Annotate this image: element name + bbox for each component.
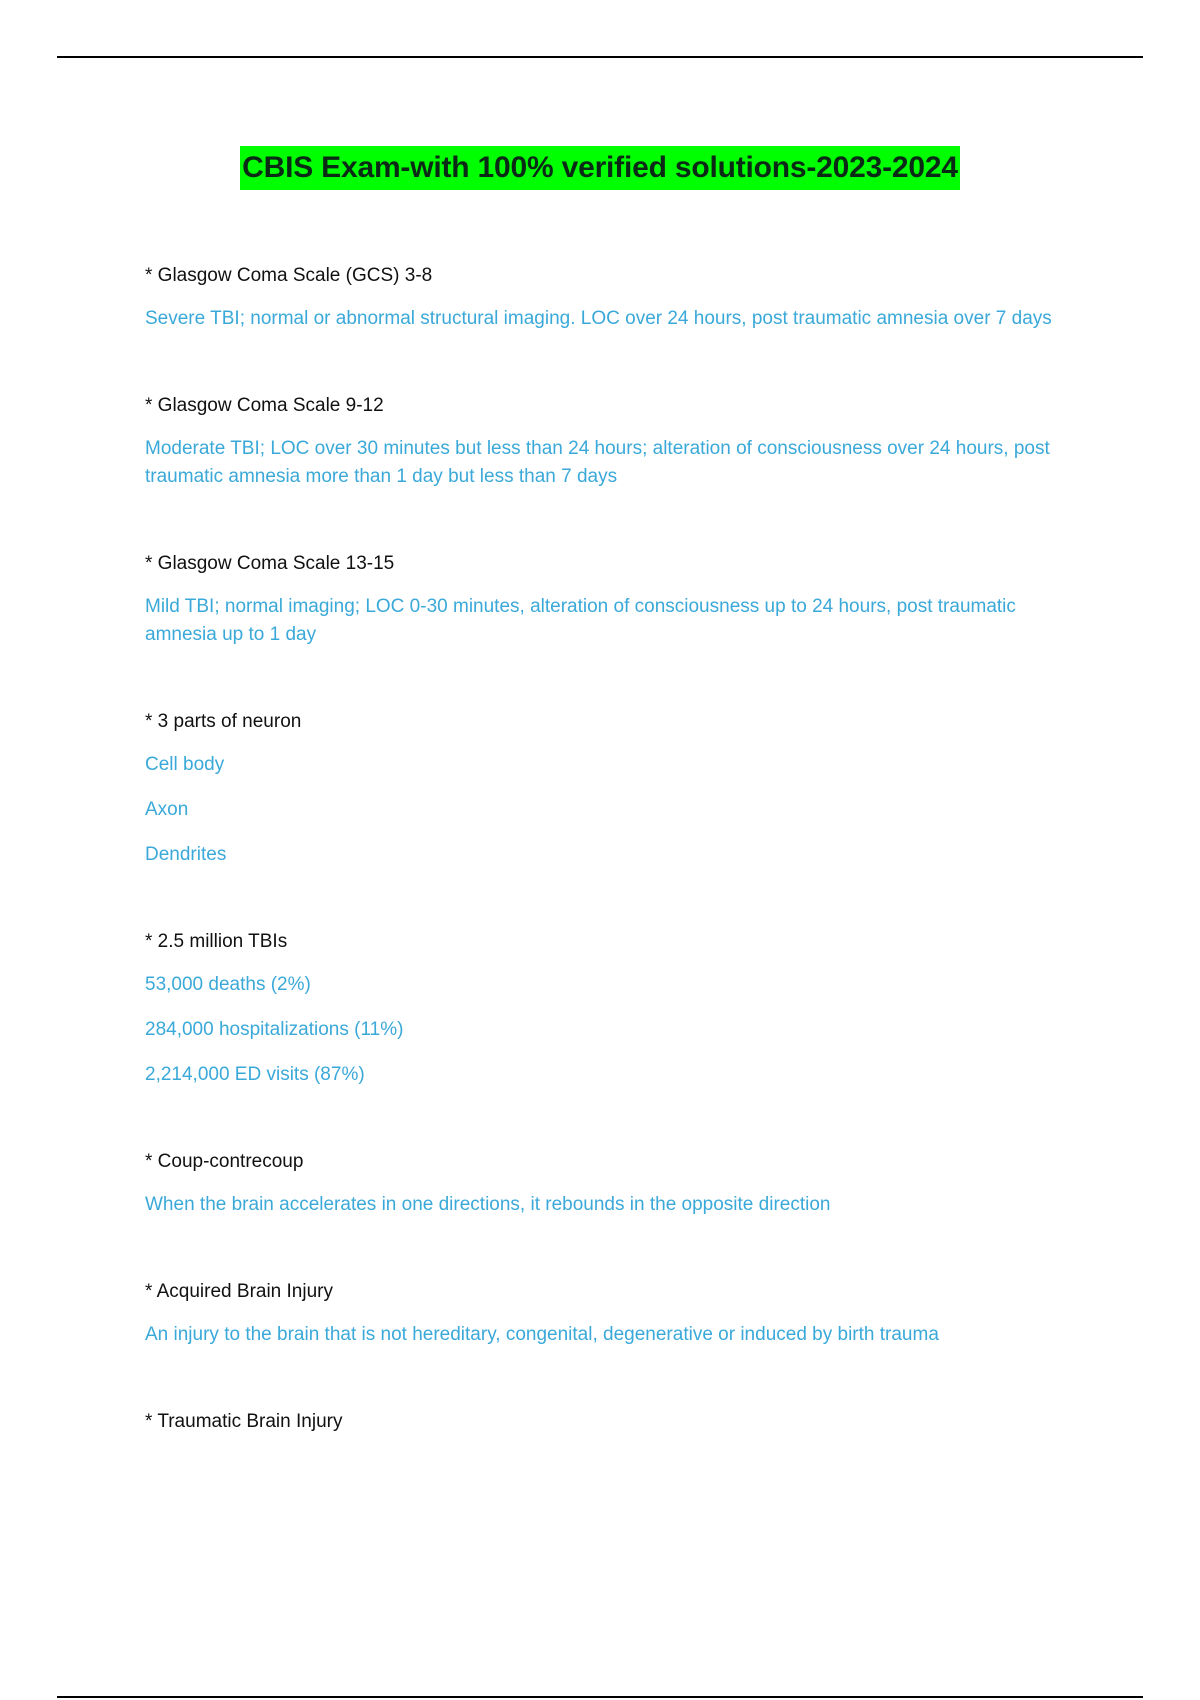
answer-text: 284,000 hospitalizations (11%)	[145, 1019, 404, 1040]
question-text: * Coup-contrecoup	[145, 1151, 304, 1172]
answer-text: 53,000 deaths (2%)	[145, 974, 311, 995]
question-text: * 3 parts of neuron	[145, 711, 302, 732]
qa-item	[145, 708, 1065, 869]
answer-text: Axon	[145, 799, 189, 820]
answer-text: When the brain accelerates in one directions, it rebounds in the opposite direction	[145, 1194, 831, 1215]
answer-text: Moderate TBI; LOC over 30 minutes but less than 24 hours; alteration of consciousness over 24 hours, post traumatic amnesia more than 1 day but less than 7 days	[145, 438, 1050, 487]
question-text: * Traumatic Brain Injury	[145, 1411, 343, 1432]
answer-text: Mild TBI; normal imaging; LOC 0-30 minutes, alteration of consciousness up to 24 hours, post traumatic amnesia up to 1 day	[145, 596, 1016, 645]
question-text: * Glasgow Coma Scale (GCS) 3-8	[145, 265, 433, 286]
answer-text: 2,214,000 ED visits (87%)	[145, 1064, 365, 1085]
document-title: CBIS Exam-with 100% verified solutions-2023-2024	[240, 146, 960, 190]
bottom-rule	[57, 1696, 1143, 1698]
question-text: * Glasgow Coma Scale 9-12	[145, 395, 384, 416]
answer-text: Severe TBI; normal or abnormal structural imaging. LOC over 24 hours, post traumatic amnesia over 7 days	[145, 308, 1052, 329]
top-rule	[57, 56, 1143, 58]
answer-text: An injury to the brain that is not hereditary, congenital, degenerative or induced by birth trauma	[145, 1324, 939, 1345]
qa-item	[145, 1278, 1065, 1349]
qa-item	[145, 1148, 1065, 1219]
qa-item	[145, 1408, 1065, 1436]
question-text: * Acquired Brain Injury	[145, 1281, 333, 1302]
question-text: * Glasgow Coma Scale 13-15	[145, 553, 395, 574]
answer-text: Cell body	[145, 754, 225, 775]
qa-item	[145, 392, 1065, 491]
answer-text: Dendrites	[145, 844, 227, 865]
qa-item	[145, 550, 1065, 649]
qa-item	[145, 928, 1065, 1089]
question-text: * 2.5 million TBIs	[145, 931, 288, 952]
qa-list	[145, 262, 1065, 1451]
qa-item	[145, 262, 1065, 333]
title-block	[0, 146, 1200, 190]
